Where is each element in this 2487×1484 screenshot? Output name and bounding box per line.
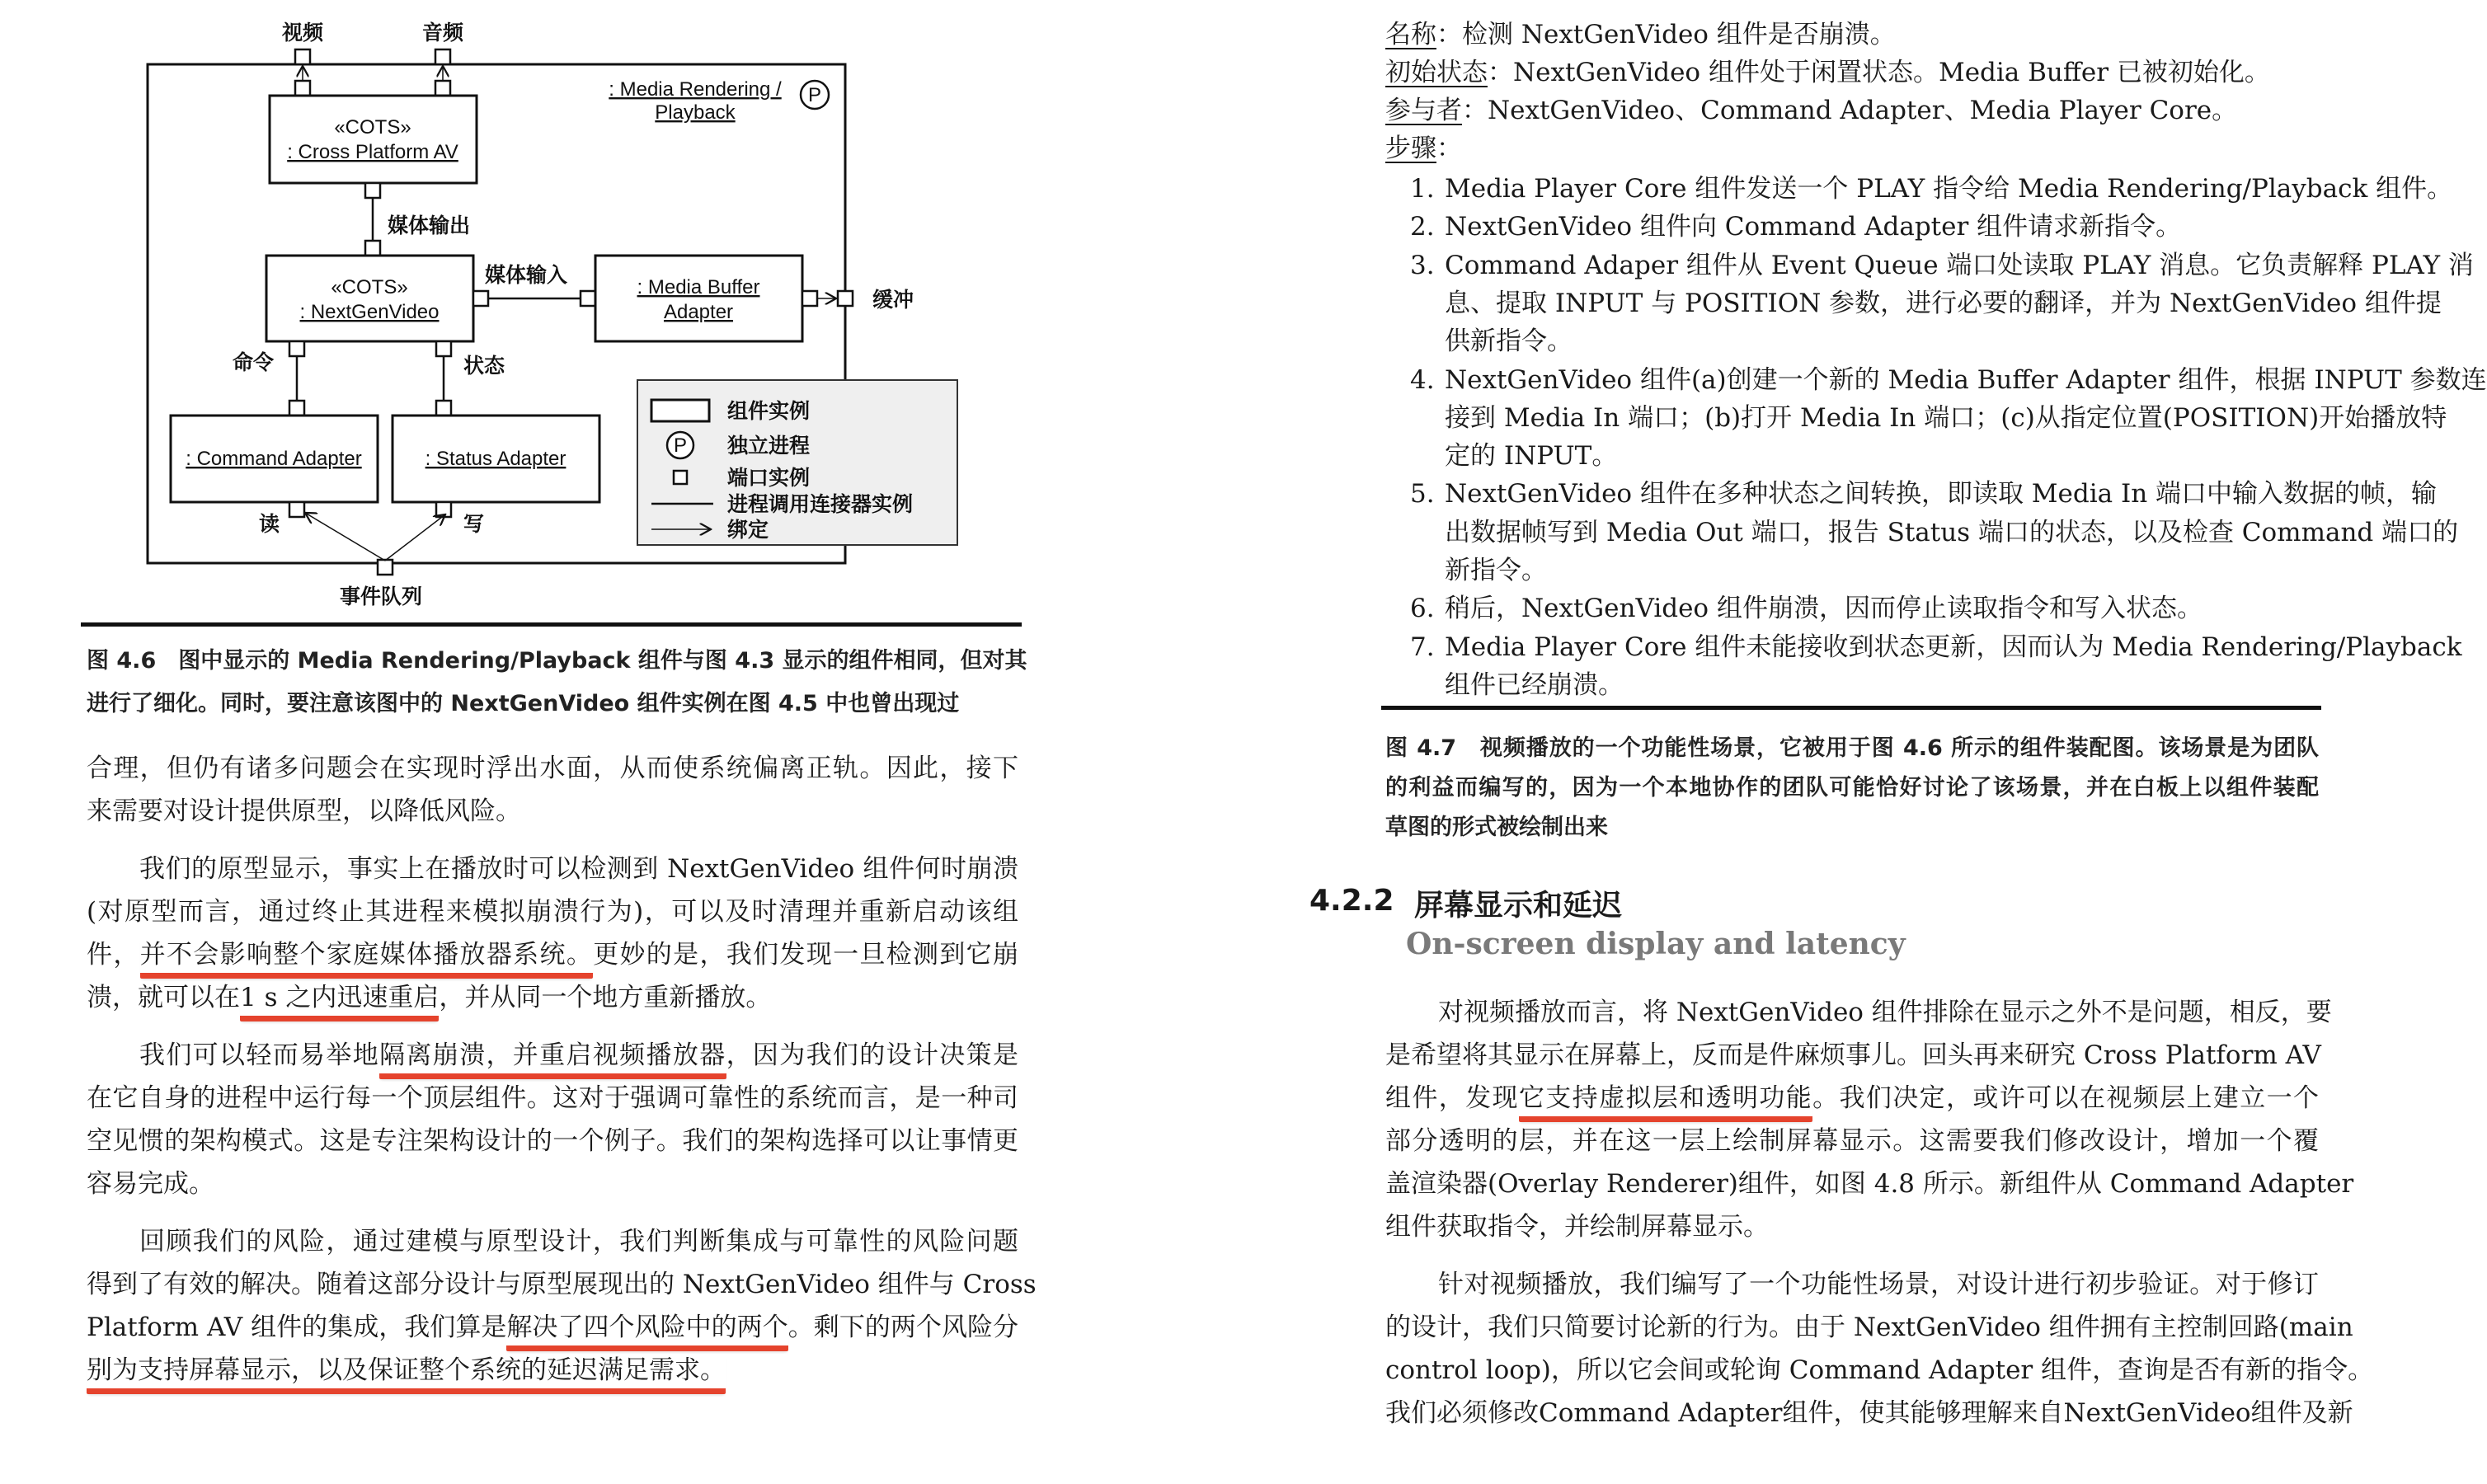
text-segment: ，并从同一个地方重新播放。 [439,983,772,1012]
component-name: : Status Adapter [425,448,567,470]
container-label: Playback [655,101,736,124]
text-segment: 是希望将其显示在屏幕上，反而是件麻烦事儿。回头再来研究 Cross Platform AV [1385,1040,2321,1070]
text-segment: Command Adaper 组件从 Event Queue 端口处读取 PLAY 消息。它负责解释 PLAY 消 [1445,250,2474,280]
section-subtitle: On-screen display and latency [1406,927,1906,961]
text-line [87,1123,1018,1159]
text-line [139,1223,1018,1260]
text-segment: 定的 INPUT。 [1445,441,1618,472]
text-line [1385,1080,2319,1116]
text-segment: 更妙的是，我们发现一旦检测到它崩 [593,940,1019,970]
text-line [87,750,1018,787]
stereotype: «COTS» [331,276,408,298]
component-name: Adapter [663,301,734,323]
text-segment: 进行了细化。同时，要注意该图中的 NextGenVideo 组件实例在图 4.5 中也曾出现过 [87,691,960,716]
text-line [87,937,1018,973]
legend-label: 组件实例 [727,399,811,423]
port-icon [365,183,380,198]
text-line [1445,629,2462,665]
text-line [1445,362,2487,398]
text-line [1445,285,2442,322]
text-segment: 空见惯的架构模式。这是专注架构设计的一个例子。我们的架构选择可以让事情更 [87,1126,1018,1156]
text-segment: 回顾我们的风险，通过建模与原型设计，我们判断集成与可靠性的风险问题 [139,1227,1018,1256]
text-line [1385,810,2319,846]
port-icon [581,291,595,306]
step-number: 2. [1410,212,1435,242]
text-line [1438,1266,2319,1303]
scenario-field [1385,16,2317,53]
text-segment: ，因为我们的设计决策是 [726,1040,1018,1070]
port-icon [295,49,450,96]
highlighted-text: 它支持虚拟层和透明功能 [1519,1083,1812,1122]
text-line [1385,1166,2354,1202]
media-buffer-adapter-box [595,256,802,341]
text-line [87,1080,1018,1116]
text-line [1385,1352,2374,1388]
text-segment: 。我们决定，或许可以在视频层上建立一个 [1812,1083,2320,1113]
text-line [1445,400,2447,436]
text-segment: Platform AV 组件的集成，我们算是 [87,1313,507,1342]
text-line [87,793,1018,829]
port-label-video: 视频 [281,21,324,45]
text-segment: 接到 Media In 端口；(b)打开 Media In 端口；(c)从指定位置(POSITION)开始播放特 [1445,402,2447,433]
text-line [1445,171,2453,207]
port-icon [365,241,380,256]
text-segment: 部分透明的层，并在这一层上绘制屏幕显示。这需要我们修改设计，增加一个覆 [1385,1126,2319,1156]
field-label: 步骤 [1385,134,1436,163]
highlighted-text: 并不会影响整个家庭媒体播放器系统。 [140,940,594,979]
text-line [1445,476,2438,512]
text-line [1385,1037,2319,1073]
text-segment: (对原型而言，通过终止其进程来模拟崩溃行为)，可以及时清理并重新启动该组 [87,897,1018,927]
text-line [1445,552,2319,589]
binding-arrow [385,514,445,561]
text-segment: 我们的原型显示，事实上在播放时可以检测到 NextGenVideo 组件何时崩溃 [139,854,1018,884]
text-line [1385,1309,2353,1345]
scenario-field [1385,54,2317,91]
component-name: : Cross Platform AV [287,141,458,163]
field-label: 参与者 [1385,96,1462,125]
step-number: 3. [1410,250,1435,280]
text-segment: 对视频播放而言，将 NextGenVideo 组件排除在显示之外不是问题，相反，要 [1438,998,2332,1027]
text-line [87,979,1018,1016]
text-line [87,686,1018,722]
text-line [1385,770,2319,806]
text-segment: 盖渲染器(Overlay Renderer)组件，如图 4.8 所示。新组件从 Command Adapter [1385,1169,2354,1199]
highlighted-text: 1 s 之内迅速重启 [240,983,439,1021]
field-value: ：NextGenVideo 组件处于闲置状态。Media Buffer 已被初始化。 [1488,58,2270,87]
text-segment: 供新指令。 [1445,326,1573,357]
text-segment: 组件已经崩溃。 [1445,669,1624,700]
component-assembly-diagram [0,0,1023,618]
text-segment: 合理，但仍有诸多问题会在实现时浮出水面，从而使系统偏离正轨。因此，接下 [87,754,1018,783]
text-segment: 溃，就可以在 [87,983,240,1012]
step-number: 6. [1410,594,1435,624]
process-marker: P [807,84,822,106]
legend-label: 端口实例 [727,466,811,490]
text-segment: NextGenVideo 组件在多种状态之间转换，即读取 Media In 端口中输入数据的帧，输 [1445,479,2438,510]
legend [637,380,957,545]
legend-label: 进程调用连接器实例 [727,492,914,516]
scenario-field [1385,130,2317,167]
text-segment: 组件获取指令，并绘制屏幕显示。 [1385,1212,1769,1242]
text-segment: 来需要对设计提供原型，以降低风险。 [87,796,521,826]
text-line [1385,730,2319,767]
text-segment: 容易完成。 [87,1169,214,1199]
port-label-audio: 音频 [421,21,464,45]
text-line [1385,1395,2353,1431]
text-segment: 组件，发现 [1385,1083,1519,1113]
text-line [139,851,1018,887]
highlighted-text: 隔离崩溃，并重启视频播放器 [379,1040,726,1079]
text-line [139,1037,1018,1073]
text-segment: 图 4.6 图中显示的 Media Rendering/Playback 组件与图 4.3 显示的组件相同，但对其 [87,648,1027,674]
container-label: : Media Rendering / [609,78,782,101]
text-segment: 的利益而编写的，因为一个本地协作的团队可能恰好讨论了该场景，并在白板上以组件装配 [1385,775,2319,801]
binding-arrow [305,513,385,561]
port-label-event-queue: 事件队列 [339,585,423,608]
field-value: ： [1436,134,1462,163]
port-label-media-in: 媒体输入 [485,263,568,287]
text-segment: Media Player Core 组件发送一个 PLAY 指令给 Media Rendering/Playback 组件。 [1445,174,2453,204]
text-segment: 稍后，NextGenVideo 组件崩溃，因而停止读取指令和写入状态。 [1445,594,2203,624]
nextgenvideo-box [266,256,473,341]
component-name: : Media Buffer [637,276,760,298]
text-line [87,1309,1018,1345]
port-icon [473,291,488,306]
field-value: ：NextGenVideo、Command Adapter、Media Player Core。 [1462,96,2238,125]
port-icon [674,471,687,484]
text-line [1385,1209,2319,1245]
text-line [1438,994,2332,1031]
step-number: 4. [1410,364,1435,395]
port-label-status: 状态 [463,354,505,378]
component-instance-icon [651,400,709,421]
text-line [1445,323,2319,359]
figure-divider [81,622,1022,627]
step-number: 5. [1410,479,1435,510]
legend-label: 绑定 [727,518,769,542]
cross-platform-av-box [270,96,477,183]
component-name: : NextGenVideo [299,301,440,323]
figure-divider [1381,706,2321,710]
text-segment: 在它自身的进程中运行每一个顶层组件。这对于强调可靠性的系统而言，是一种司 [87,1083,1018,1113]
text-line [1445,514,2459,551]
section-number: 4.2.2 [1309,884,1394,918]
text-segment: 草图的形式被绘制出来 [1385,815,1608,840]
text-line [1445,247,2474,284]
port-label-read: 读 [259,512,280,536]
text-segment: control loop)，所以它会间或轮询 Command Adapter 组件，查询是否有新的指令。 [1385,1355,2374,1385]
field-label: 名称 [1385,20,1436,49]
port-label-command: 命令 [233,350,275,374]
text-segment: 我们可以轻而易举地 [139,1040,380,1070]
text-line [1445,209,2319,245]
stereotype: «COTS» [334,116,411,139]
text-line [1445,438,2319,474]
port-icon [838,291,853,306]
field-value: ：检测 NextGenVideo 组件是否崩溃。 [1436,20,1896,49]
text-segment: 息、提取 INPUT 与 POSITION 参数，进行必要的翻译，并为 NextGenVideo 组件提 [1445,288,2442,318]
port-label-media-out: 媒体输出 [388,214,471,237]
process-marker: P [673,434,688,457]
highlighted-text: 别为支持屏幕显示，以及保证整个系统的延迟满足需求。 [87,1355,726,1394]
port-label-write: 写 [463,512,485,536]
port-icon [802,291,817,306]
text-segment: 我们必须修改Command Adapter组件，使其能够理解来自NextGenVideo组件及新 [1385,1398,2353,1428]
section-title: 屏幕显示和延迟 [1414,889,1623,923]
step-number: 1. [1410,174,1435,204]
text-line [87,894,1018,930]
text-line [87,1352,1018,1388]
text-segment: 件， [87,940,140,970]
highlighted-text: 解决了四个风险中的两个 [506,1313,787,1351]
legend-label: 独立进程 [727,434,811,458]
text-segment: 图 4.7 视频播放的一个功能性场景，它被用于图 4.6 所示的组件装配图。该场景是为团队 [1385,735,2319,761]
text-segment: 针对视频播放，我们编写了一个功能性场景，对设计进行初步验证。对于修订 [1438,1270,2319,1299]
text-line [1385,1123,2319,1159]
text-segment: 新指令。 [1445,556,1547,585]
text-segment: 。剩下的两个风险分 [787,1313,1019,1342]
text-line [87,1266,1037,1303]
text-segment: 的设计，我们只简要讨论新的行为。由于 NextGenVideo 组件拥有主控制回路(main [1385,1313,2353,1342]
text-segment: 得到了有效的解决。随着这部分设计与原型展现出的 NextGenVideo 组件与 Cross [87,1270,1037,1299]
text-line [1445,667,2319,703]
step-number: 7. [1410,632,1435,662]
component-name: : Command Adapter [186,448,362,470]
port-label-buffer: 缓冲 [872,288,914,312]
text-segment: Media Player Core 组件未能接收到状态更新，因而认为 Media Rendering/Playback [1445,632,2462,662]
text-segment: 出数据帧写到 Media Out 端口，报告 Status 端口的状态，以及检查 Command 端口的 [1445,517,2459,547]
text-segment: NextGenVideo 组件向 Command Adapter 组件请求新指令。 [1445,212,2182,242]
text-segment: NextGenVideo 组件(a)创建一个新的 Media Buffer Adapter 组件，根据 INPUT 参数连 [1445,364,2487,395]
text-line [1445,590,2319,627]
port-icon [289,341,451,416]
field-label: 初始状态 [1385,58,1488,87]
text-line [87,643,1027,679]
text-line [87,1166,1018,1202]
scenario-field [1385,92,2317,129]
